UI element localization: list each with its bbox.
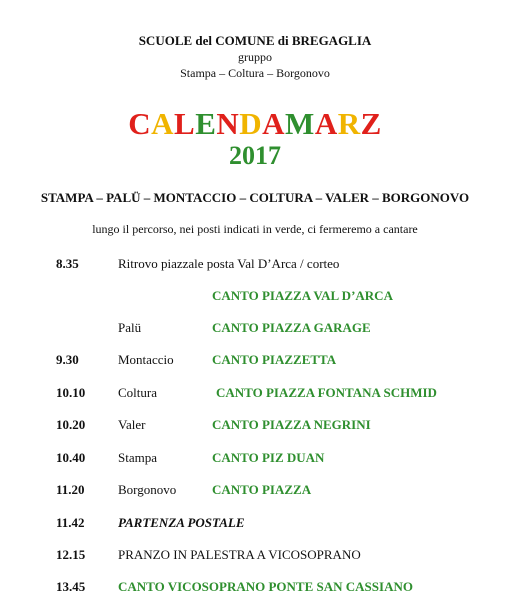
- schedule-activity: Ritrovo piazzale posta Val D’Arca / corteo: [118, 256, 340, 271]
- schedule-activity: PRANZO IN PALESTRA A VICOSOPRANO: [118, 547, 361, 562]
- schedule-place: Palü: [118, 320, 142, 335]
- schedule-place: Coltura: [118, 385, 157, 400]
- schedule-row: [0, 385, 510, 405]
- title-letter: C: [128, 106, 152, 141]
- schedule-time: 10.40: [56, 450, 86, 465]
- title-letter: A: [151, 106, 174, 141]
- title-letter: M: [285, 106, 315, 141]
- schedule-time: 10.10: [56, 385, 86, 400]
- schedule-place: Montaccio: [118, 352, 174, 367]
- schedule-time: 11.20: [56, 482, 85, 497]
- schedule-activity: CANTO PIAZZA NEGRINI: [212, 417, 371, 432]
- schedule-row: [0, 579, 510, 599]
- title-letter: A: [314, 106, 338, 141]
- schedule-activity: CANTO PIZ DUAN: [212, 450, 325, 465]
- title-letter: N: [216, 106, 240, 141]
- group-label: gruppo: [238, 50, 272, 64]
- school-name: SCUOLE del COMUNE di BREGAGLIA: [138, 33, 372, 48]
- title-letter: E: [195, 106, 217, 141]
- schedule-time: 12.15: [56, 547, 86, 562]
- schedule-activity: CANTO VICOSOPRANO PONTE SAN CASSIANO: [118, 579, 413, 594]
- schedule-time: 9.30: [56, 352, 79, 367]
- title-letter: R: [337, 106, 361, 141]
- title-letter: L: [174, 106, 196, 141]
- schedule-row: [0, 450, 510, 470]
- schedule-place: Stampa: [118, 450, 157, 465]
- schedule-row: [0, 320, 510, 340]
- schedule-row: [0, 352, 510, 372]
- schedule-row: [0, 256, 510, 276]
- title-letter: Z: [360, 106, 382, 141]
- schedule-activity: CANTO PIAZZETTA: [212, 352, 337, 367]
- schedule-activity: CANTO PIAZZA GARAGE: [212, 320, 371, 335]
- title-letter: A: [262, 106, 286, 141]
- schedule-row: [0, 547, 510, 567]
- schedule-row: [0, 288, 510, 308]
- schedule-row: [0, 482, 510, 502]
- schedule-time: 13.45: [56, 579, 86, 594]
- schedule-time: 11.42: [56, 515, 85, 530]
- calendar-year: 2017: [229, 141, 281, 170]
- calendar-title: [0, 106, 510, 142]
- schedule-row: [0, 417, 510, 437]
- schedule-place: Borgonovo: [118, 482, 177, 497]
- schedule-time: 10.20: [56, 417, 86, 432]
- schedule-place: Valer: [118, 417, 146, 432]
- schedule-activity: CANTO PIAZZA VAL D’ARCA: [212, 288, 393, 303]
- schedule-activity: CANTO PIAZZA: [212, 482, 312, 497]
- schedule-activity: PARTENZA POSTALE: [118, 515, 245, 530]
- route-note: lungo il percorso, nei posti indicati in verde, ci fermeremo a cantare: [92, 222, 418, 236]
- group-locations: Stampa – Coltura – Borgonovo: [180, 66, 330, 80]
- schedule-row: [0, 515, 510, 535]
- title-letter: D: [239, 106, 263, 141]
- schedule-time: 8.35: [56, 256, 79, 271]
- schedule-activity: CANTO PIAZZA FONTANA SCHMID: [216, 385, 437, 400]
- route-line: STAMPA – PALÜ – MONTACCIO – COLTURA – VALER – BORGONOVO: [40, 190, 470, 205]
